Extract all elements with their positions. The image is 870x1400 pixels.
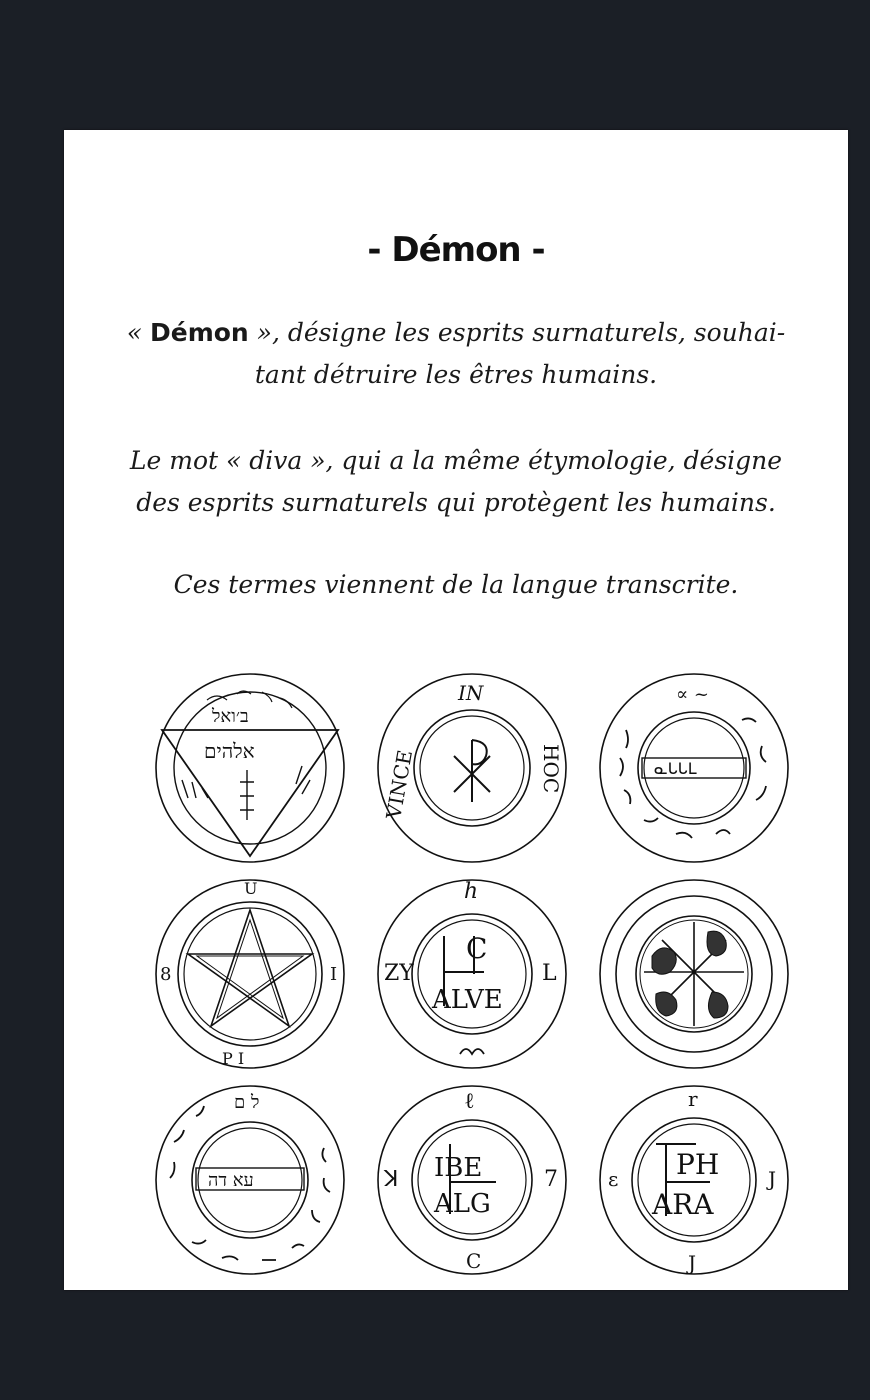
seal-label-right: J — [768, 1167, 777, 1191]
seal-letters-icon — [374, 876, 570, 1072]
seals-grid — [152, 670, 792, 1275]
paragraph-text: », désigne les esprits surnaturels, souhai- — [248, 318, 786, 347]
seal-center-top: IBE — [434, 1153, 483, 1183]
seal-letters-image — [374, 876, 570, 1072]
paragraph-demon-definition — [104, 312, 808, 396]
seal-figures-icon — [596, 876, 792, 1072]
seal-pentagram-icon — [152, 876, 348, 1072]
seal-triangle-image — [152, 670, 348, 866]
paragraph-line: tant détruire les êtres humains. — [254, 360, 658, 389]
quote-open: « — [126, 318, 150, 347]
seal-hebrew-band-icon — [152, 1082, 348, 1278]
seal-label-left: VINCE — [381, 748, 418, 821]
seal-hebrew-band-image — [152, 1082, 348, 1278]
seal-center-top: C — [466, 932, 488, 965]
paragraph-line: des esprits surnaturels qui protègent les humains. — [136, 488, 776, 517]
seal-label-top: ∝ ~ — [676, 684, 709, 705]
paragraph-line — [104, 312, 808, 354]
page-title: - Démon - — [367, 230, 545, 270]
seal-center-bottom: ALVE — [432, 985, 503, 1015]
seal-band-image — [596, 670, 792, 866]
seal-ibe-icon — [374, 1082, 570, 1278]
seal-figures-image — [596, 876, 792, 1072]
seal-band-text: ᓇᒐᒐᒪ — [654, 759, 697, 778]
seal-label-left: ZY — [384, 961, 414, 986]
seal-label-right: 7 — [544, 1167, 558, 1192]
seal-label-right: L — [542, 961, 557, 986]
seal-pentagram-image — [152, 876, 348, 1072]
seal-label-top: ℓ — [464, 1089, 475, 1114]
seal-phara-image — [596, 1082, 792, 1278]
seal-band-text: ﬠﬡ ﬢﬣ — [208, 1170, 254, 1191]
document-page — [64, 130, 848, 1290]
seal-label-top: r — [688, 1087, 698, 1111]
seal-hebrew-center: אלהים — [204, 739, 255, 763]
seal-band-icon — [596, 670, 792, 866]
seal-phara-icon — [596, 1082, 792, 1278]
seal-label-bottom: J — [688, 1251, 697, 1275]
seal-chi-rho-icon — [374, 670, 570, 866]
seal-label-top: ﬥ ﬦ — [234, 1092, 260, 1113]
term-demon: Démon — [150, 318, 249, 347]
seal-label-right: HOC — [539, 744, 563, 794]
seal-label-bottom: P I — [222, 1049, 245, 1068]
seal-triangle-icon — [152, 670, 348, 866]
seal-label-left: ꓘ — [384, 1167, 399, 1192]
seal-center-bottom: ARA — [652, 1188, 714, 1221]
paragraph-diva — [104, 440, 808, 524]
seal-hebrew-top: ב׳ואל — [212, 706, 249, 727]
seal-chi-rho-image — [374, 670, 570, 866]
seal-label-left: ɛ — [608, 1167, 619, 1191]
seal-label-top: U — [244, 879, 258, 898]
seal-label-left: 8 — [160, 964, 172, 985]
paragraph-origin: Ces termes viennent de la langue transcrite. — [173, 570, 739, 599]
paragraph-line: Le mot « diva », qui a la même étymologie, désigne — [129, 446, 783, 475]
seal-label-bottom: C — [466, 1249, 482, 1273]
seal-label-right: I — [330, 964, 338, 985]
seal-label-top: IN — [458, 681, 484, 705]
seal-label-top: ℎ — [464, 879, 479, 904]
seal-ibe-image — [374, 1082, 570, 1278]
seal-center-top: PH — [676, 1148, 720, 1181]
seal-center-bottom: ALG — [434, 1189, 491, 1219]
